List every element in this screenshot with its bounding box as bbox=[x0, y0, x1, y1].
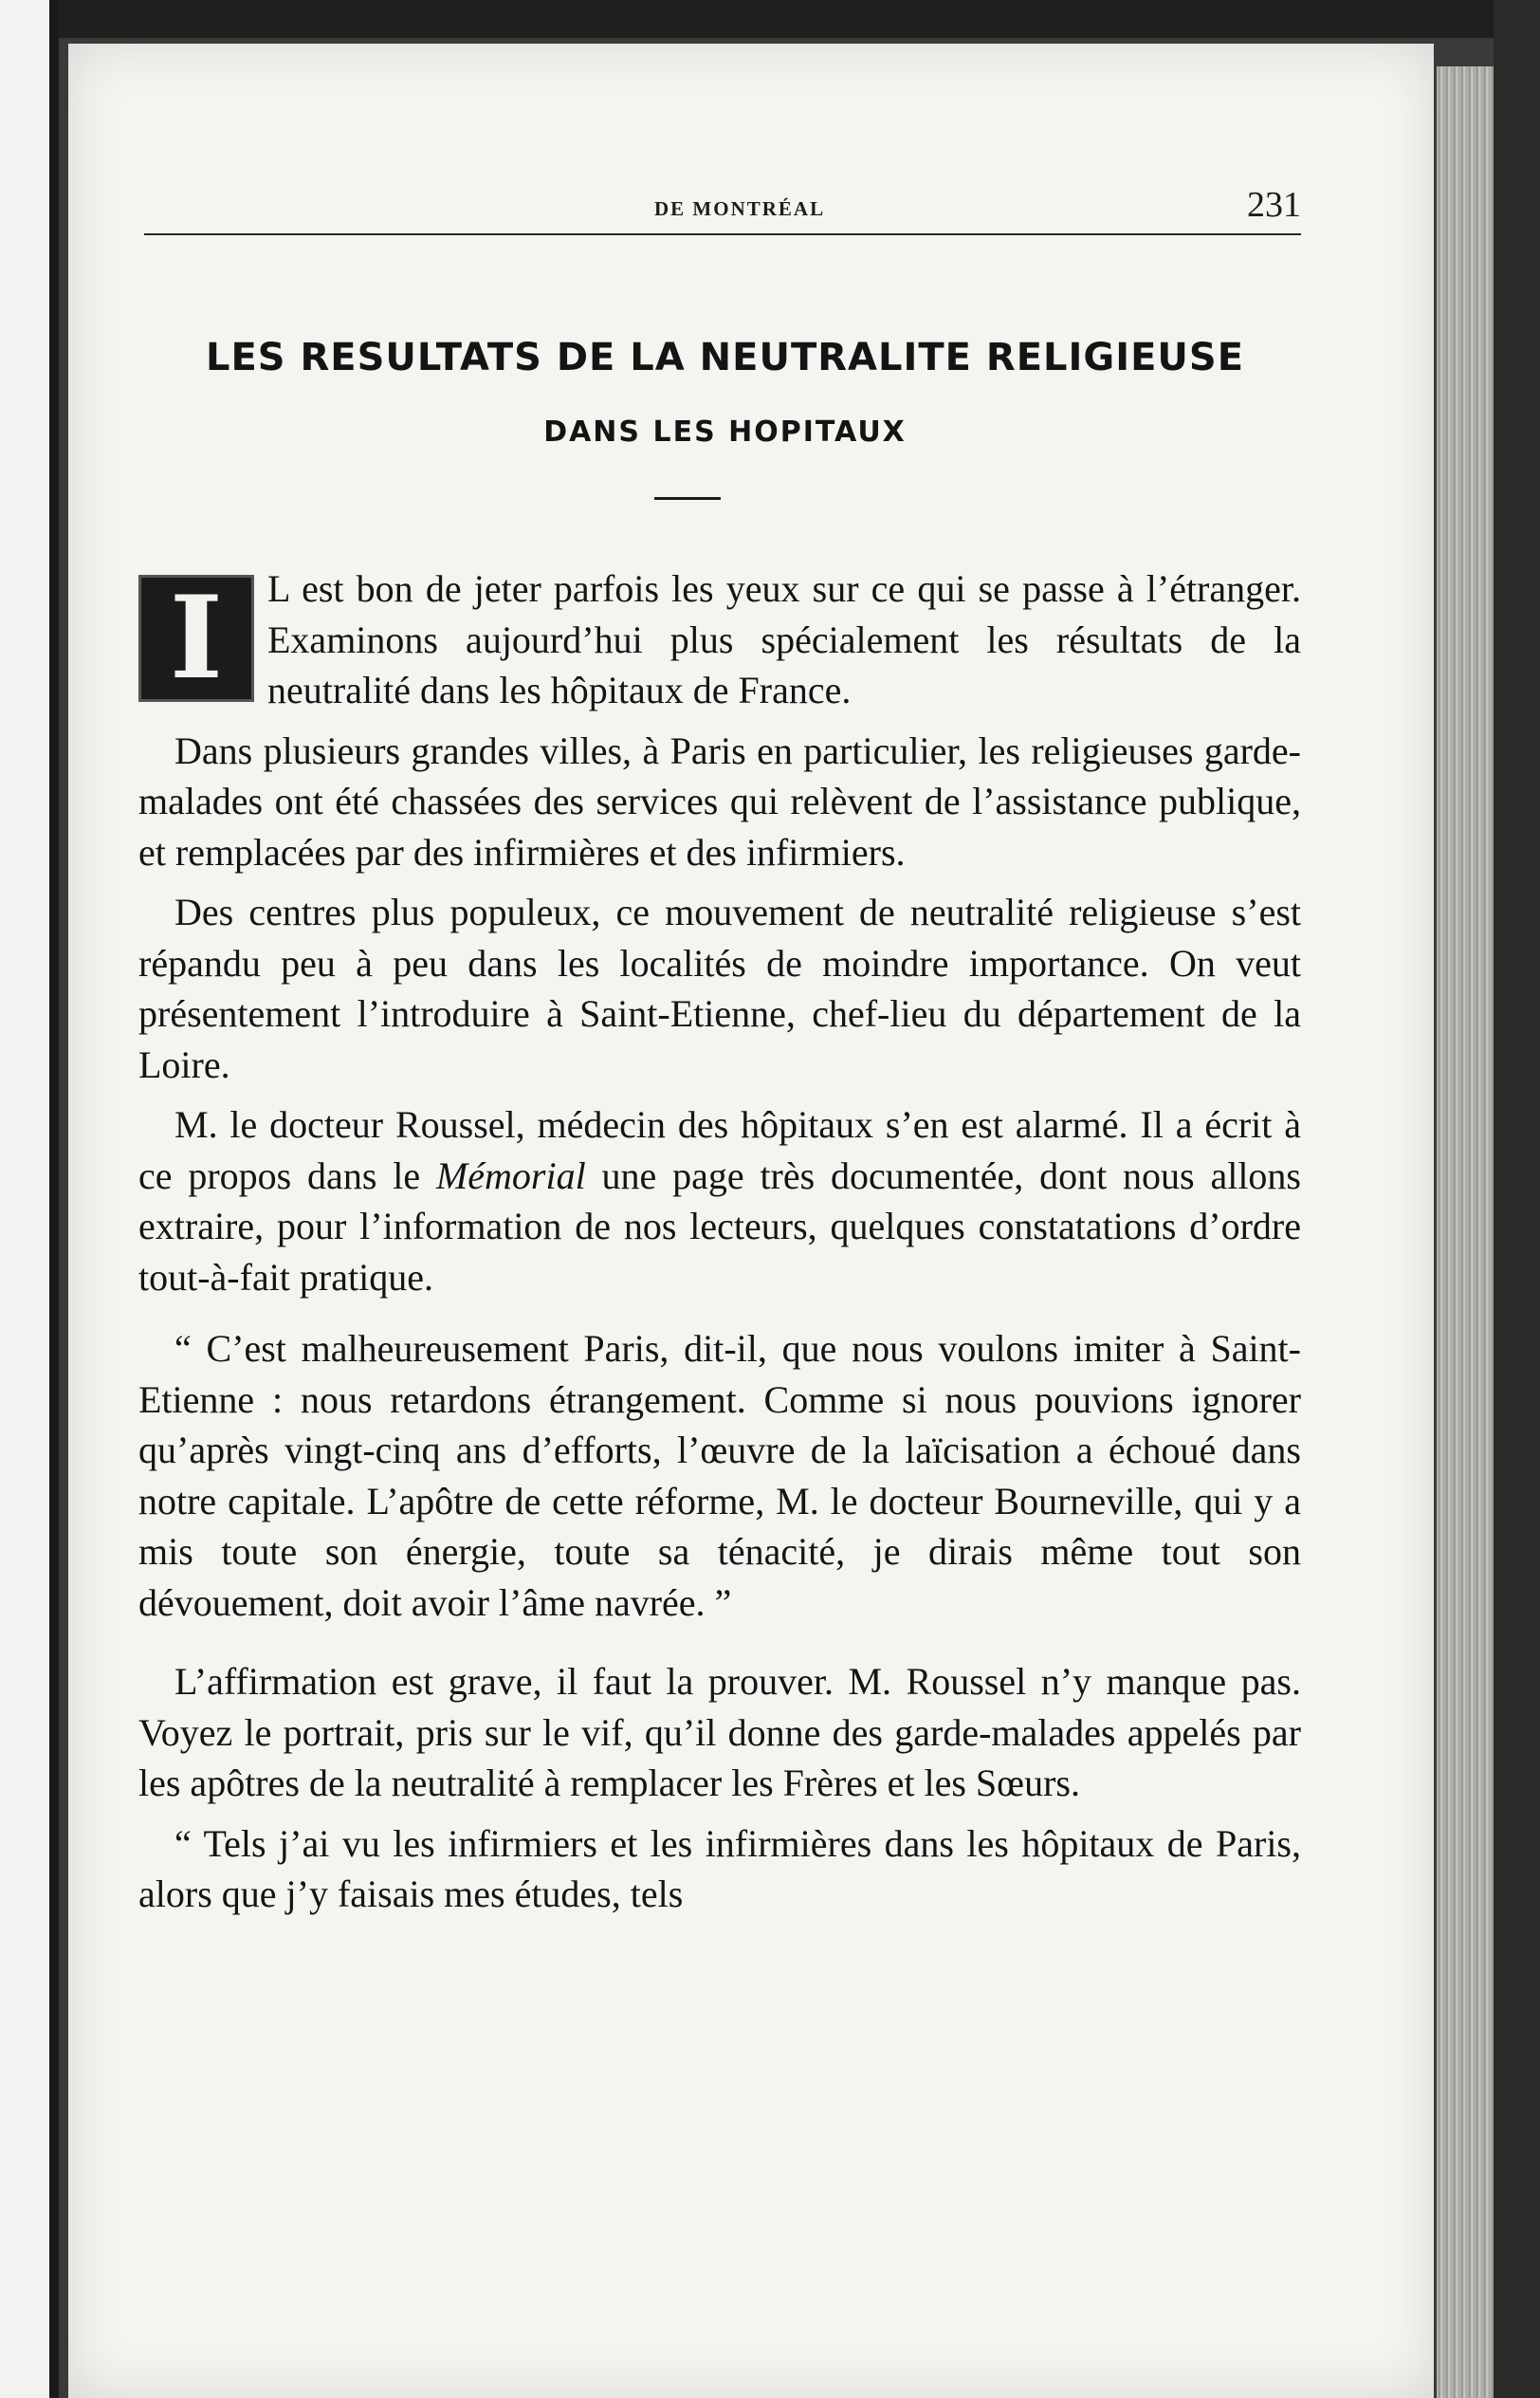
ornamental-dropcap: I bbox=[138, 575, 254, 702]
running-head: DE MONTRÉAL bbox=[654, 197, 826, 220]
facing-page-edge bbox=[0, 0, 59, 2398]
article-subtitle: DANS LES HOPITAUX bbox=[543, 415, 907, 449]
title-rule bbox=[654, 497, 721, 500]
scan-background-top bbox=[0, 0, 1540, 38]
scan-background-right bbox=[1494, 0, 1540, 2398]
article-body bbox=[138, 563, 1301, 1929]
paragraph-1 bbox=[138, 563, 1301, 716]
paragraph-1-text: L est bon de jeter parfois les yeux sur ce qui se passe à l’étranger. Examinons aujourd’hui plus spécialement les résultats de la neutralité dans les hôpitaux de France. bbox=[267, 567, 1301, 711]
paragraph-6: L’affirmation est grave, il faut la prouver. M. Roussel n’y manque pas. Voyez le portrait, pris sur le vif, qu’il donne des garde-malades appelés par les apôtres de la neutralité à remplacer les Frères et les Sœurs. bbox=[138, 1660, 1301, 1804]
paragraph-3: Des centres plus populeux, ce mouvement de neutralité religieuse s’est répandu peu à peu dans les localités de moindre importance. On veut présentement l’introduire à Saint-Etienne, chef-lieu du département de la Loire. bbox=[138, 891, 1301, 1086]
book-page bbox=[68, 44, 1434, 2398]
paragraph-4 bbox=[138, 1099, 1301, 1302]
paragraph-4-text-b: une page très documentée, dont nous allons extraire, pour l’information de nos lecteurs, quelques constatations d’ordre tout-à-fait pratique. bbox=[138, 1153, 1301, 1299]
page-number: 231 bbox=[1247, 185, 1301, 225]
memorial-italic: Mémorial bbox=[435, 1153, 586, 1197]
page-header bbox=[144, 175, 1301, 231]
article-title: LES RESULTATS DE LA NEUTRALITE RELIGIEUSE bbox=[205, 336, 1245, 379]
header-rule bbox=[144, 233, 1301, 235]
paragraph-7-quote: “ Tels j’ai vu les infirmiers et les infirmières dans les hôpitaux de Paris, alors que j’y faisais mes études, tels bbox=[138, 1821, 1301, 1915]
paragraph-4-text-a: M. le docteur Roussel, médecin des hôpitaux s’en est alarmé. Il a écrit à ce propos dans le bbox=[138, 1103, 1301, 1197]
paragraph-2: Dans plusieurs grandes villes, à Paris en particulier, les religieuses garde-malades ont été chassées des services qui relèvent de l’assistance publique, et remplacées par des infirmières et des infirmiers. bbox=[138, 729, 1301, 874]
paragraph-5-quote: “ C’est malheureusement Paris, dit-il, que nous voulons imiter à Saint-Etienne : nous retardons étrangement. Comme si nous pouvions ignorer qu’après vingt-cinq ans d’efforts, l’œuvre de la laïcisation a échoué dans notre capitale. L’apôtre de cette réforme, M. le docteur Bourneville, qui y a mis toute son énergie, toute sa ténacité, je dirais même tout son dévouement, doit avoir l’âme navrée. ” bbox=[138, 1327, 1301, 1624]
